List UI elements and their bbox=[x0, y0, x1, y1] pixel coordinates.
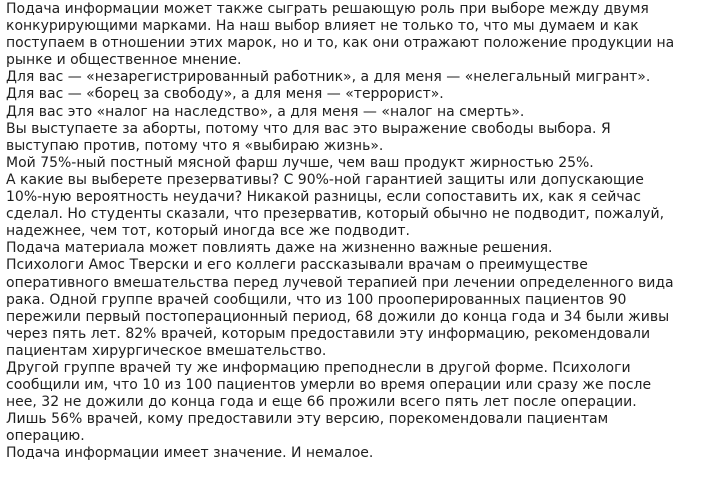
paragraph-tversky-second-group bbox=[6, 360, 704, 445]
text-line: Для вас — «незарегистрированный работник», а для меня — «нелегальный мигрант». bbox=[6, 69, 651, 86]
text-line: надежнее, чем тот, который иногда все же подводит. bbox=[6, 223, 410, 240]
paragraph-brand-framing bbox=[6, 1, 704, 69]
text-line: Подача информации имеет значение. И немалое. bbox=[6, 445, 374, 462]
text-line: нее, 32 не дожили до конца года и еще 66 прожили всего пять лет после операции. bbox=[6, 394, 637, 411]
text-line: Подача информации может также сыграть решающую роль при выборе между двумя bbox=[6, 1, 649, 17]
text-line: 10%-ную вероятность неудачи? Никакой разницы, если сопоставить их, как я сейчас bbox=[6, 189, 641, 206]
text-line: Подача материала может повлиять даже на жизненно важные решения. bbox=[6, 240, 553, 257]
text-line: Вы выступаете за аборты, потому что для вас это выражение свободы выбора. Я bbox=[6, 120, 611, 137]
text-line: Лишь 56% врачей, кому предоставили эту версию, порекомендовали пациентам bbox=[6, 411, 609, 428]
text-line: рака. Одной группе врачей сообщили, что из 100 прооперированных пациентов 90 bbox=[6, 291, 627, 308]
text-line: сообщили им, что 10 из 100 пациентов умерли во время операции или сразу же после bbox=[6, 377, 652, 394]
paragraph-mince-example bbox=[6, 155, 704, 172]
text-line: операцию. bbox=[6, 428, 85, 445]
text-line: поступаем в отношении этих марок, но и то, как они отражают положение продукции на bbox=[6, 35, 675, 52]
text-line: А какие вы выберете презервативы? С 90%-ной гарантией защиты или допускающие bbox=[6, 171, 644, 188]
text-line: конкурирующими марками. На наш выбор влияет не только то, что мы думаем и как bbox=[6, 18, 639, 35]
paragraph-conclusion bbox=[6, 445, 704, 462]
paragraph-abortion-example bbox=[6, 121, 704, 155]
paragraph-tversky-first-group bbox=[6, 257, 704, 360]
paragraph-life-decisions bbox=[6, 240, 704, 257]
paragraph-tax-example bbox=[6, 104, 704, 121]
paragraph-worker-example bbox=[6, 69, 704, 86]
text-line: оперативного вмешательства перед лучевой терапией при лечении определенного вида bbox=[6, 274, 674, 291]
text-line: пережили первый постоперационный период, 68 дожили до конца года и 34 были живы bbox=[6, 308, 670, 325]
text-line: Другой группе врачей ту же информацию преподнесли в другой форме. Психологи bbox=[6, 359, 631, 376]
text-line: пациентам хирургическое вмешательство. bbox=[6, 342, 327, 359]
text-line: рынке и общественное мнение. bbox=[6, 52, 242, 69]
text-line: Для вас — «борец за свободу», а для меня — «террорист». bbox=[6, 86, 444, 103]
text-line: Психологи Амос Тверски и его коллеги рассказывали врачам о преимуществе bbox=[6, 257, 588, 274]
text-line: выступаю против, потому что я «выбираю жизнь». bbox=[6, 137, 384, 154]
text-line: Для вас это «налог на наследство», а для меня — «налог на смерть». bbox=[6, 103, 525, 120]
text-line: сделал. Но студенты сказали, что презерватив, который обычно не подводит, пожалуй, bbox=[6, 206, 665, 223]
text-line: через пять лет. 82% врачей, которым предоставили эту информацию, рекомендовали bbox=[6, 325, 651, 342]
paragraph-freedom-example bbox=[6, 86, 704, 103]
paragraph-condom-example bbox=[6, 172, 704, 240]
text-line: Мой 75%-ный постный мясной фарш лучше, чем ваш продукт жирностью 25%. bbox=[6, 154, 594, 171]
